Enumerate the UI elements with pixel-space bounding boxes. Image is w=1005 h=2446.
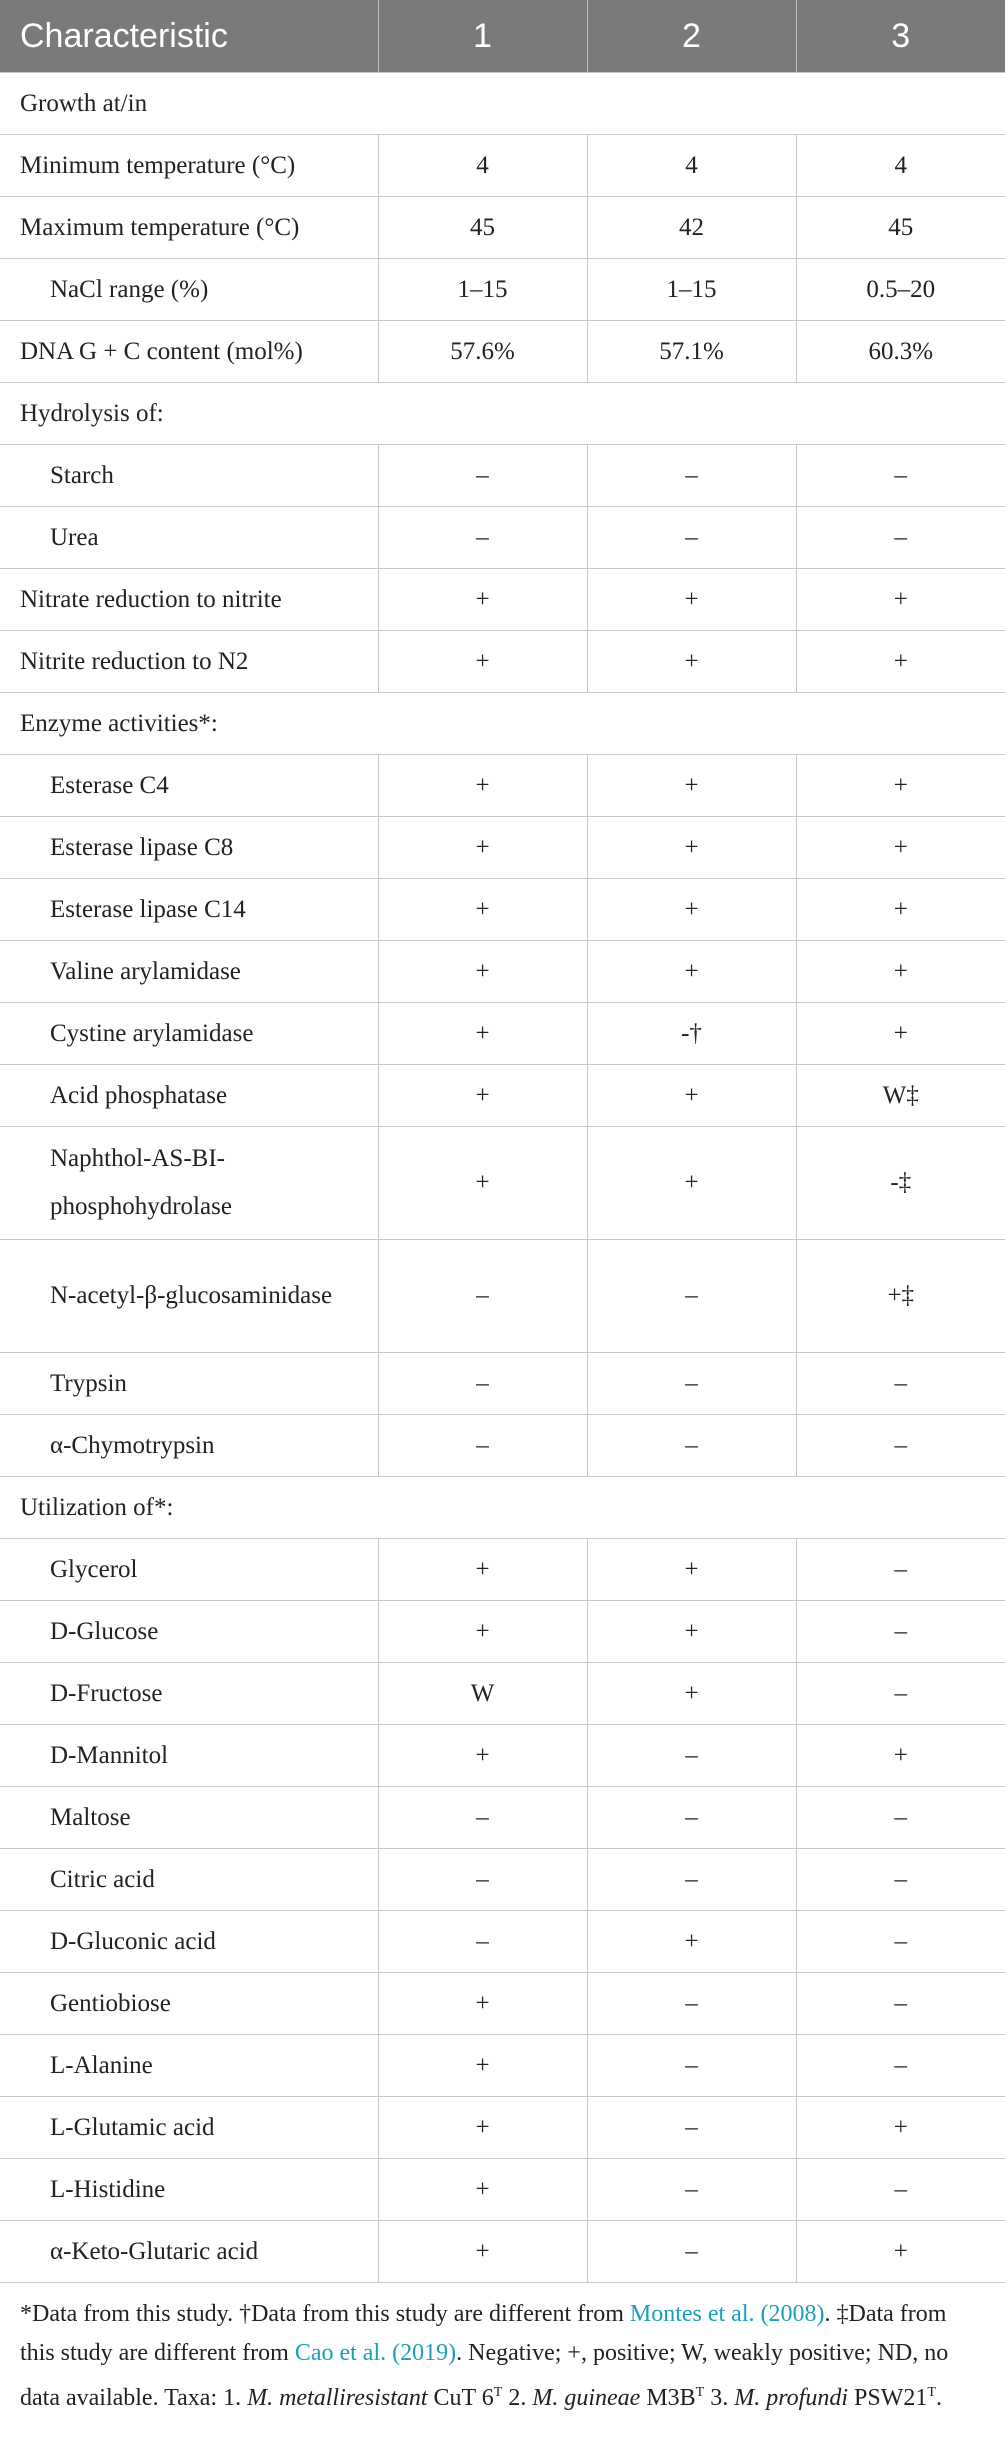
characteristic-label: Maltose bbox=[0, 1787, 378, 1849]
characteristic-label: D-Glucose bbox=[0, 1601, 378, 1663]
characteristic-label: D-Gluconic acid bbox=[0, 1911, 378, 1973]
value-cell-taxon-3: – bbox=[796, 1601, 1005, 1663]
footnote-text: 3. bbox=[704, 2385, 735, 2411]
table-row bbox=[0, 1787, 1005, 1849]
value-cell-taxon-1: + bbox=[378, 1539, 587, 1601]
section-label: Hydrolysis of: bbox=[0, 383, 1005, 445]
characteristic-label: L-Alanine bbox=[0, 2035, 378, 2097]
footnote-text: . Negative; +, positive; W, weakly positive; ND, no data available. Taxa: 1. bbox=[20, 2340, 949, 2411]
characteristic-label: Acid phosphatase bbox=[0, 1065, 378, 1127]
characteristic-label: L-Glutamic acid bbox=[0, 2097, 378, 2159]
value-cell-taxon-1: – bbox=[378, 507, 587, 569]
footnote-text: . ‡Data from this study are different from bbox=[20, 2301, 947, 2366]
taxon-name: M. guineae bbox=[532, 2385, 641, 2411]
value-cell-taxon-1: + bbox=[378, 941, 587, 1003]
table-row bbox=[0, 1973, 1005, 2035]
value-cell-taxon-1: + bbox=[378, 1127, 587, 1240]
value-cell-taxon-3: 4 bbox=[796, 135, 1005, 197]
value-cell-taxon-2: – bbox=[587, 445, 796, 507]
value-cell-taxon-3: – bbox=[796, 1787, 1005, 1849]
value-cell-taxon-3: 0.5–20 bbox=[796, 259, 1005, 321]
characteristic-label: NaCl range (%) bbox=[0, 259, 378, 321]
value-cell-taxon-3: W‡ bbox=[796, 1065, 1005, 1127]
value-cell-taxon-3: + bbox=[796, 817, 1005, 879]
value-cell-taxon-2: – bbox=[587, 1240, 796, 1353]
characteristic-label: L-Histidine bbox=[0, 2159, 378, 2221]
value-cell-taxon-3: – bbox=[796, 507, 1005, 569]
characteristic-label: D-Mannitol bbox=[0, 1725, 378, 1787]
value-cell-taxon-1: – bbox=[378, 1415, 587, 1477]
value-cell-taxon-2: 1–15 bbox=[587, 259, 796, 321]
table-row bbox=[0, 1911, 1005, 1973]
characteristic-label: Glycerol bbox=[0, 1539, 378, 1601]
characteristic-label: Maximum temperature (°C) bbox=[0, 197, 378, 259]
strain-name: PSW21 bbox=[848, 2385, 928, 2411]
characteristic-label: Trypsin bbox=[0, 1353, 378, 1415]
characteristic-label: Esterase lipase C14 bbox=[0, 879, 378, 941]
value-cell-taxon-3: + bbox=[796, 1003, 1005, 1065]
value-cell-taxon-1: – bbox=[378, 1911, 587, 1973]
value-cell-taxon-1: + bbox=[378, 569, 587, 631]
table-row bbox=[0, 941, 1005, 1003]
value-cell-taxon-2: + bbox=[587, 1065, 796, 1127]
taxon-name: M. profundi bbox=[734, 2385, 849, 2411]
table-row bbox=[0, 1065, 1005, 1127]
value-cell-taxon-2: + bbox=[587, 1911, 796, 1973]
strain-name: M3B bbox=[640, 2385, 696, 2411]
characteristic-label: Valine arylamidase bbox=[0, 941, 378, 1003]
value-cell-taxon-2: + bbox=[587, 1601, 796, 1663]
value-cell-taxon-1: + bbox=[378, 2035, 587, 2097]
header-taxon-1: 1 bbox=[378, 0, 587, 73]
value-cell-taxon-1: + bbox=[378, 1601, 587, 1663]
value-cell-taxon-3: – bbox=[796, 445, 1005, 507]
strain-name: CuT 6 bbox=[427, 2385, 494, 2411]
characteristic-label: Urea bbox=[0, 507, 378, 569]
value-cell-taxon-2: – bbox=[587, 2159, 796, 2221]
table-row bbox=[0, 445, 1005, 507]
value-cell-taxon-3: – bbox=[796, 1973, 1005, 2035]
table-row bbox=[0, 2221, 1005, 2283]
characteristic-label: D-Fructose bbox=[0, 1663, 378, 1725]
value-cell-taxon-2: + bbox=[587, 1663, 796, 1725]
table-row bbox=[0, 631, 1005, 693]
table-row bbox=[0, 2097, 1005, 2159]
footnote-link-montes[interactable]: Montes et al. (2008) bbox=[629, 2301, 825, 2327]
footnote-text: *Data from this study. †Data from this study are different from bbox=[20, 2301, 630, 2327]
table-row bbox=[0, 1849, 1005, 1911]
value-cell-taxon-3: – bbox=[796, 1663, 1005, 1725]
table-row bbox=[0, 1240, 1005, 1353]
table-body bbox=[0, 73, 1005, 2283]
value-cell-taxon-3: + bbox=[796, 755, 1005, 817]
characteristic-label: Gentiobiose bbox=[0, 1973, 378, 2035]
value-cell-taxon-2: + bbox=[587, 755, 796, 817]
value-cell-taxon-1: + bbox=[378, 2221, 587, 2283]
value-cell-taxon-1: – bbox=[378, 1353, 587, 1415]
table-row bbox=[0, 1601, 1005, 1663]
table-row bbox=[0, 321, 1005, 383]
value-cell-taxon-1: W bbox=[378, 1663, 587, 1725]
value-cell-taxon-3: + bbox=[796, 569, 1005, 631]
value-cell-taxon-1: + bbox=[378, 1725, 587, 1787]
table-footnote bbox=[0, 2283, 1005, 2418]
value-cell-taxon-2: – bbox=[587, 1849, 796, 1911]
value-cell-taxon-3: +‡ bbox=[796, 1240, 1005, 1353]
value-cell-taxon-2: – bbox=[587, 1787, 796, 1849]
type-strain-mark: T bbox=[695, 2385, 705, 2400]
value-cell-taxon-2: – bbox=[587, 2221, 796, 2283]
value-cell-taxon-2: – bbox=[587, 2097, 796, 2159]
value-cell-taxon-1: + bbox=[378, 2097, 587, 2159]
characteristic-label: α-Keto-Glutaric acid bbox=[0, 2221, 378, 2283]
value-cell-taxon-1: + bbox=[378, 2159, 587, 2221]
value-cell-taxon-2: + bbox=[587, 631, 796, 693]
characteristic-label: Minimum temperature (°C) bbox=[0, 135, 378, 197]
table-row bbox=[0, 1725, 1005, 1787]
table-row bbox=[0, 1539, 1005, 1601]
value-cell-taxon-2: – bbox=[587, 507, 796, 569]
value-cell-taxon-3: 45 bbox=[796, 197, 1005, 259]
value-cell-taxon-1: + bbox=[378, 1973, 587, 2035]
type-strain-mark: T bbox=[927, 2385, 936, 2400]
section-row bbox=[0, 383, 1005, 445]
value-cell-taxon-3: + bbox=[796, 1725, 1005, 1787]
footnote-link-cao[interactable]: Cao et al. (2019) bbox=[294, 2340, 457, 2366]
characteristic-label: N-acetyl-β-glucosaminidase bbox=[0, 1240, 378, 1353]
characteristic-label: Starch bbox=[0, 445, 378, 507]
value-cell-taxon-2: – bbox=[587, 1725, 796, 1787]
table-row bbox=[0, 1415, 1005, 1477]
value-cell-taxon-2: + bbox=[587, 1127, 796, 1240]
value-cell-taxon-3: -‡ bbox=[796, 1127, 1005, 1240]
table-row bbox=[0, 817, 1005, 879]
characteristic-label: DNA G + C content (mol%) bbox=[0, 321, 378, 383]
table-row bbox=[0, 1353, 1005, 1415]
value-cell-taxon-1: – bbox=[378, 445, 587, 507]
section-label: Utilization of*: bbox=[0, 1477, 1005, 1539]
value-cell-taxon-3: – bbox=[796, 2159, 1005, 2221]
characteristic-label: Nitrate reduction to nitrite bbox=[0, 569, 378, 631]
value-cell-taxon-2: + bbox=[587, 879, 796, 941]
table-row bbox=[0, 1127, 1005, 1240]
table-row bbox=[0, 197, 1005, 259]
footnote-text: . bbox=[935, 2385, 942, 2411]
table-row bbox=[0, 755, 1005, 817]
value-cell-taxon-3: – bbox=[796, 2035, 1005, 2097]
value-cell-taxon-1: + bbox=[378, 817, 587, 879]
value-cell-taxon-3: 60.3% bbox=[796, 321, 1005, 383]
value-cell-taxon-3: + bbox=[796, 941, 1005, 1003]
table-row bbox=[0, 259, 1005, 321]
value-cell-taxon-1: 4 bbox=[378, 135, 587, 197]
value-cell-taxon-3: + bbox=[796, 631, 1005, 693]
value-cell-taxon-1: – bbox=[378, 1240, 587, 1353]
value-cell-taxon-2: -† bbox=[587, 1003, 796, 1065]
value-cell-taxon-1: – bbox=[378, 1787, 587, 1849]
characteristic-label: α-Chymotrypsin bbox=[0, 1415, 378, 1477]
value-cell-taxon-1: 1–15 bbox=[378, 259, 587, 321]
value-cell-taxon-2: + bbox=[587, 1539, 796, 1601]
characteristic-label: Cystine arylamidase bbox=[0, 1003, 378, 1065]
taxon-name: M. metalliresistant bbox=[247, 2385, 428, 2411]
table-row bbox=[0, 2035, 1005, 2097]
value-cell-taxon-3: + bbox=[796, 2221, 1005, 2283]
characteristic-label: Esterase C4 bbox=[0, 755, 378, 817]
value-cell-taxon-2: + bbox=[587, 569, 796, 631]
section-row bbox=[0, 73, 1005, 135]
value-cell-taxon-1: 57.6% bbox=[378, 321, 587, 383]
value-cell-taxon-3: – bbox=[796, 1849, 1005, 1911]
value-cell-taxon-1: + bbox=[378, 755, 587, 817]
value-cell-taxon-1: 45 bbox=[378, 197, 587, 259]
value-cell-taxon-3: + bbox=[796, 2097, 1005, 2159]
value-cell-taxon-2: – bbox=[587, 1353, 796, 1415]
characteristic-label: Citric acid bbox=[0, 1849, 378, 1911]
value-cell-taxon-1: + bbox=[378, 1065, 587, 1127]
value-cell-taxon-2: 57.1% bbox=[587, 321, 796, 383]
value-cell-taxon-1: + bbox=[378, 1003, 587, 1065]
header-row bbox=[0, 0, 1005, 73]
type-strain-mark: T bbox=[493, 2385, 503, 2400]
value-cell-taxon-2: 4 bbox=[587, 135, 796, 197]
value-cell-taxon-2: + bbox=[587, 817, 796, 879]
value-cell-taxon-3: – bbox=[796, 1415, 1005, 1477]
table-row bbox=[0, 1663, 1005, 1725]
value-cell-taxon-2: – bbox=[587, 2035, 796, 2097]
table-row bbox=[0, 569, 1005, 631]
value-cell-taxon-2: – bbox=[587, 1415, 796, 1477]
value-cell-taxon-2: 42 bbox=[587, 197, 796, 259]
table-row bbox=[0, 135, 1005, 197]
footnote-text: 2. bbox=[502, 2385, 533, 2411]
section-label: Enzyme activities*: bbox=[0, 693, 1005, 755]
value-cell-taxon-3: + bbox=[796, 879, 1005, 941]
header-characteristic: Characteristic bbox=[0, 0, 378, 73]
value-cell-taxon-3: – bbox=[796, 1353, 1005, 1415]
value-cell-taxon-3: – bbox=[796, 1911, 1005, 1973]
table-row bbox=[0, 1003, 1005, 1065]
characteristic-label: Naphthol-AS-BI-phosphohydrolase bbox=[0, 1127, 378, 1240]
table-row bbox=[0, 879, 1005, 941]
characteristic-label: Esterase lipase C8 bbox=[0, 817, 378, 879]
value-cell-taxon-2: + bbox=[587, 941, 796, 1003]
section-row bbox=[0, 1477, 1005, 1539]
section-label: Growth at/in bbox=[0, 73, 1005, 135]
header-taxon-3: 3 bbox=[796, 0, 1005, 73]
characteristic-label: Nitrite reduction to N2 bbox=[0, 631, 378, 693]
section-row bbox=[0, 693, 1005, 755]
header-taxon-2: 2 bbox=[587, 0, 796, 73]
value-cell-taxon-3: – bbox=[796, 1539, 1005, 1601]
value-cell-taxon-1: + bbox=[378, 631, 587, 693]
value-cell-taxon-1: + bbox=[378, 879, 587, 941]
table-row bbox=[0, 507, 1005, 569]
value-cell-taxon-1: – bbox=[378, 1849, 587, 1911]
table-row bbox=[0, 2159, 1005, 2221]
value-cell-taxon-2: – bbox=[587, 1973, 796, 2035]
